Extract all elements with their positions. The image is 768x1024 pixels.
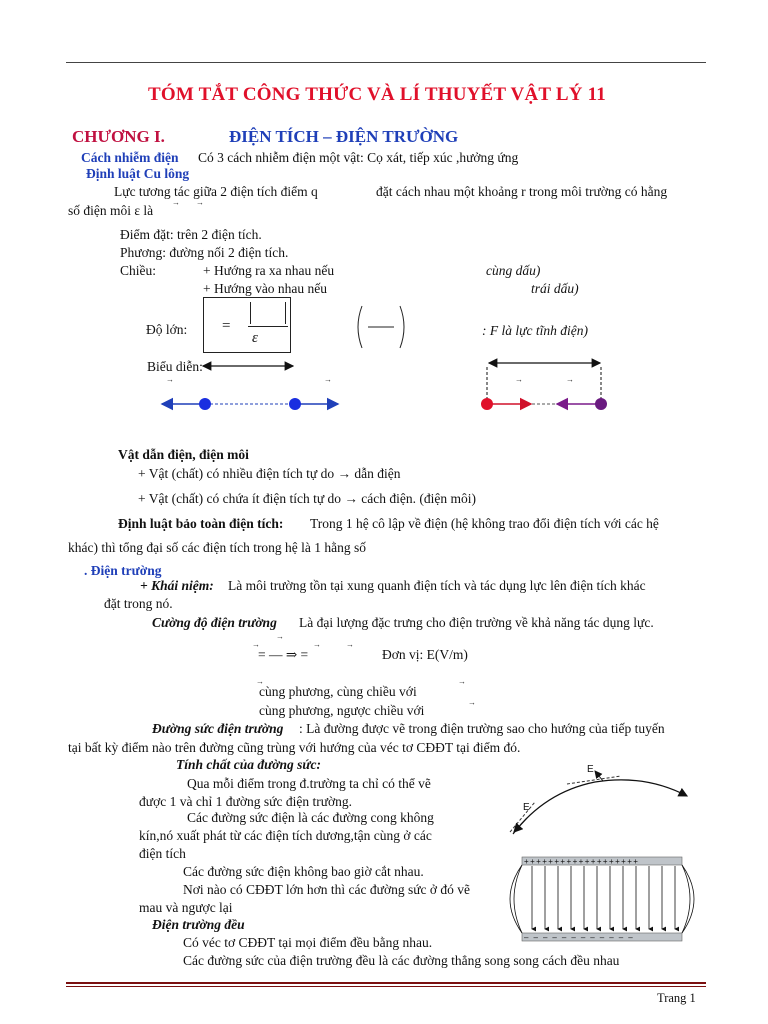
formula-equals: =	[222, 318, 231, 334]
conservation-line2: khác) thì tổng đại số các điện tích trong hệ là 1 hằng số	[68, 540, 367, 555]
field-lines-label: Đường sức điện trường	[152, 721, 284, 736]
field-formula: = — ⇒ =	[258, 647, 309, 662]
formula-fraction-bar	[248, 326, 288, 327]
coulomb-line2: số điện môi ε là	[68, 203, 154, 218]
chapter-number: CHƯƠNG I.	[72, 127, 165, 146]
conductors-item1: + Vật (chất) có nhiều điện tích tự do → dẫn điện	[138, 466, 401, 481]
coulomb-sense-label: Chiều:	[120, 263, 156, 278]
conductors-item2: + Vật (chất) có chứa ít điện tích tự do → cách điện. (điện môi)	[138, 491, 477, 506]
page-title: TÓM TẮT CÔNG THỨC VÀ LÍ THUYẾT VẬT LÝ 11	[148, 84, 606, 105]
vector-arrow-mark: →	[196, 198, 204, 207]
formula-parenthesis-group	[354, 304, 414, 350]
top-rule	[66, 62, 706, 63]
coulomb-sense-out: + Hướng ra xa nhau nếu	[203, 263, 335, 278]
uniform-field-plates-figure	[504, 853, 700, 945]
field-lines-text1: : Là đường được vẽ trong điện trường sao cho hướng của tiếp tuyến	[299, 721, 665, 736]
field-prop2b: kín,nó xuất phát từ các điện tích dương,tận cùng ở các	[139, 828, 432, 843]
plate-plus-signs: +++++++++++++++++++	[524, 857, 640, 866]
magnitude-label: Độ lớn:	[146, 322, 188, 337]
coulomb-sense-out-end: cùng dấu)	[486, 263, 541, 278]
formula-abs-bars	[250, 302, 286, 324]
fig-label-e1: E	[587, 764, 594, 775]
coulomb-point: Điểm đặt: trên 2 điện tích.	[120, 227, 262, 242]
vector-arrow-mark: →	[468, 698, 476, 707]
vector-arrow-mark: →	[566, 375, 574, 384]
field-prop4b: mau và ngược lại	[139, 900, 233, 915]
field-lines-text2: tại bất kỳ điểm nào trên đường cũng trùng với hướng của véc tơ CĐĐT tại điểm đó.	[68, 740, 521, 755]
page-number: Trang 1	[657, 991, 696, 1005]
field-prop2c: điện tích	[139, 846, 186, 861]
vector-arrow-mark: →	[458, 677, 466, 686]
coulomb-direction: Phương: đường nối 2 điện tích.	[120, 245, 289, 260]
field-uniform-heading: Điện trường đều	[152, 917, 245, 932]
coulomb-line1b: đặt cách nhau một khoảng r trong môi trường có hằng	[376, 184, 668, 199]
field-concept-label: + Khái niệm:	[140, 578, 214, 593]
field-prop2a: Các đường sức điện là các đường cong không	[187, 810, 434, 825]
conservation-line1: Trong 1 hệ cô lập về điện (hệ không trao đổi điện tích với các hệ	[310, 516, 659, 531]
field-same-dir: cùng phương, cùng chiều với	[259, 684, 417, 699]
vector-arrow-mark: →	[252, 640, 260, 649]
charging-text: Có 3 cách nhiễm điện một vật: Cọ xát, tiếp xúc ,hưởng ứng	[198, 150, 519, 165]
coulomb-sense-in-end: trái dấu)	[531, 281, 579, 296]
conservation-heading: Định luật bảo toàn điện tích:	[118, 516, 284, 531]
field-uniform2: Các đường sức của điện trường đều là các đường thẳng song song cách đều nhau	[183, 953, 620, 968]
represent-label: Biểu diễn:	[147, 359, 203, 374]
field-unit: Đơn vị: E(V/m)	[382, 647, 468, 662]
field-props-heading: Tính chất của đường sức:	[176, 757, 321, 772]
magnitude-note: : F là lực tĩnh điện)	[482, 323, 588, 338]
coulomb-heading: Định luật Cu lông	[86, 166, 190, 181]
vector-arrow-mark: →	[313, 640, 321, 649]
footer-rule-thick	[66, 982, 706, 984]
field-uniform1: Có véc tơ CĐĐT tại mọi điểm đều bằng nhau.	[183, 935, 433, 950]
conductors-heading: Vật dẫn điện, điện môi	[118, 447, 249, 462]
field-line-tangent-figure	[505, 762, 695, 842]
chapter-name: ĐIỆN TÍCH – ĐIỆN TRƯỜNG	[229, 127, 459, 146]
field-heading: . Điện trường	[84, 563, 162, 578]
field-opp-dir: cùng phương, ngược chiều với	[259, 703, 425, 718]
charging-heading: Cách nhiễm điện	[81, 150, 179, 165]
field-prop4a: Nơi nào có CĐĐT lớn hơn thì các đường sức ở đó vẽ	[183, 882, 471, 897]
field-prop1b: được 1 và chỉ 1 đường sức điện trường.	[139, 794, 353, 809]
vector-arrow-mark: →	[256, 677, 264, 686]
field-prop3: Các đường sức điện không bao giờ cắt nhau.	[183, 864, 424, 879]
coulomb-line1a: Lực tương tác giữa 2 điện tích điểm q	[114, 184, 318, 199]
field-prop1a: Qua mỗi điểm trong đ.trường ta chỉ có thể vẽ	[187, 776, 431, 791]
vector-arrow-mark: →	[324, 375, 332, 384]
field-concept-text2: đặt trong nó.	[104, 596, 173, 611]
field-intensity-text: Là đại lượng đặc trưng cho điện trường về khả năng tác dụng lực.	[299, 615, 654, 630]
footer-rule-thin	[66, 986, 706, 987]
formula-epsilon: ε	[252, 330, 258, 346]
coulomb-sense-in: + Hướng vào nhau nếu	[203, 281, 328, 296]
field-concept-text1: Là môi trường tồn tại xung quanh điện tích và tác dụng lực lên điện tích khác	[228, 578, 646, 593]
vector-arrow-mark: →	[346, 640, 354, 649]
plate-minus-signs: – – – – – – – – – – – –	[524, 933, 635, 942]
vector-arrow-mark: →	[276, 632, 284, 641]
vector-arrow-mark: →	[515, 375, 523, 384]
vector-arrow-mark: →	[166, 375, 174, 384]
field-intensity-label: Cường độ điện trường	[152, 615, 277, 630]
fig-label-e2: E	[523, 802, 530, 813]
charge-interaction-diagram	[150, 355, 630, 415]
vector-arrow-mark: →	[172, 198, 180, 207]
